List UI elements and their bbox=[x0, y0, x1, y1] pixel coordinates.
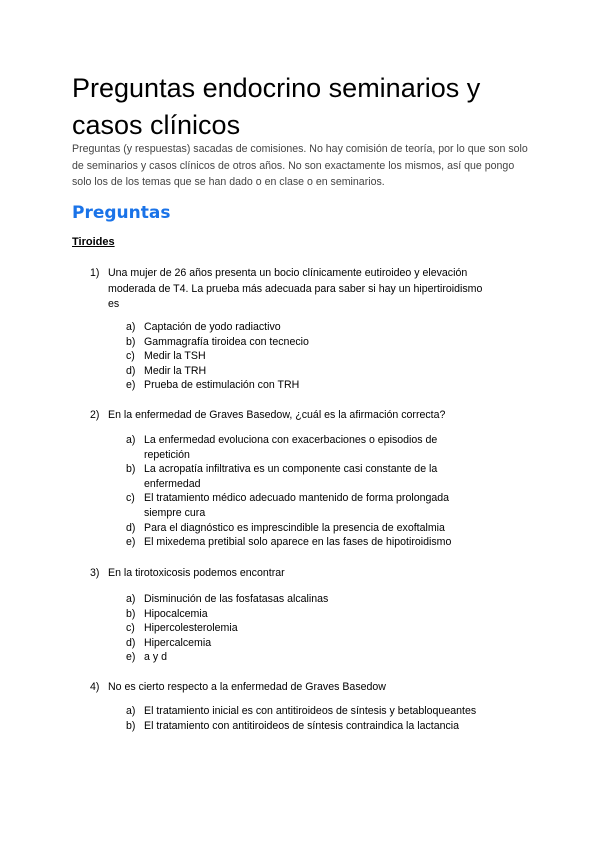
option-letter: c) bbox=[126, 350, 135, 363]
option-letter: e) bbox=[126, 651, 136, 664]
option-item bbox=[126, 719, 486, 734]
option-letter: e) bbox=[126, 536, 136, 549]
option-text: Disminución de las fosfatasas alcalinas bbox=[144, 593, 329, 605]
option-item bbox=[126, 349, 486, 364]
option-item bbox=[126, 621, 486, 636]
question-number: 1) bbox=[90, 267, 100, 279]
option-text: El mixedema pretibial solo aparece en las fases de hipotiroidismo bbox=[144, 536, 452, 549]
question-1 bbox=[90, 266, 490, 313]
option-item bbox=[126, 462, 486, 491]
option-item bbox=[126, 650, 486, 665]
question-text: No es cierto respecto a la enfermedad de Graves Basedow bbox=[108, 681, 386, 693]
option-text: Medir la TRH bbox=[144, 364, 207, 377]
question-text: En la tirotoxicosis podemos encontrar bbox=[108, 567, 285, 579]
option-text: Hipocalcemia bbox=[144, 607, 208, 620]
option-text: Captación de yodo radiactivo bbox=[144, 321, 281, 333]
option-item bbox=[126, 592, 486, 607]
option-text: El tratamiento inicial es con antitiroideos de síntesis y betabloqueantes bbox=[144, 705, 477, 717]
option-letter: b) bbox=[126, 335, 136, 348]
option-letter: a) bbox=[126, 321, 136, 333]
subheading-tiroides: Tiroides bbox=[72, 236, 115, 248]
option-item bbox=[126, 335, 486, 350]
question-number: 2) bbox=[90, 409, 100, 421]
option-letter: b) bbox=[126, 719, 136, 732]
option-text: Gammagrafía tiroidea con tecnecio bbox=[144, 335, 309, 348]
page-title: Preguntas endocrino seminarios y casos clínicos bbox=[72, 73, 481, 140]
option-letter: a) bbox=[126, 593, 136, 605]
option-item bbox=[126, 607, 486, 622]
options-list-3 bbox=[126, 592, 486, 665]
question-text: En la enfermedad de Graves Basedow, ¿cuál es la afirmación correcta? bbox=[108, 409, 446, 421]
option-item bbox=[126, 636, 486, 651]
question-number: 3) bbox=[90, 567, 100, 579]
option-text: La acropatía infiltrativa es un componente casi constante de la enfermedad bbox=[144, 463, 438, 490]
option-item bbox=[126, 521, 486, 536]
question-3 bbox=[90, 566, 490, 582]
option-text: Para el diagnóstico es imprescindible la presencia de exoftalmia bbox=[144, 521, 445, 534]
option-letter: a) bbox=[126, 705, 136, 717]
option-item bbox=[126, 535, 486, 550]
option-text: a y d bbox=[144, 651, 167, 664]
option-text: Prueba de estimulación con TRH bbox=[144, 379, 300, 392]
question-text: Una mujer de 26 años presenta un bocio clínicamente eutiroideo y elevación moderada de T4. La prueba más adecuada para saber si hay un hipertiroidismo es bbox=[108, 267, 483, 310]
option-text: Hipercalcemia bbox=[144, 636, 212, 649]
option-text: Medir la TSH bbox=[144, 350, 206, 363]
option-letter: d) bbox=[126, 521, 136, 534]
option-item bbox=[126, 704, 486, 719]
option-item bbox=[126, 320, 486, 335]
options-list-1 bbox=[126, 320, 486, 393]
option-letter: a) bbox=[126, 434, 136, 446]
options-list-4 bbox=[126, 704, 486, 733]
options-list-2 bbox=[126, 433, 486, 550]
option-letter: e) bbox=[126, 379, 136, 392]
option-letter: d) bbox=[126, 364, 136, 377]
question-number: 4) bbox=[90, 681, 100, 693]
option-text: El tratamiento con antitiroideos de síntesis contraindica la lactancia bbox=[144, 719, 460, 732]
option-item bbox=[126, 378, 486, 393]
intro-paragraph: Preguntas (y respuestas) sacadas de comisiones. No hay comisión de teoría, por lo que son solo de seminarios y casos clínicos de otros años. No son exactamente los mismos, así que pongo solo los de los temas que se han dado o en clase o en seminarios. bbox=[72, 143, 528, 188]
option-letter: d) bbox=[126, 636, 136, 649]
option-letter: c) bbox=[126, 622, 135, 635]
option-item bbox=[126, 364, 486, 379]
section-heading: Preguntas bbox=[72, 203, 171, 223]
option-letter: c) bbox=[126, 492, 135, 505]
question-4 bbox=[90, 680, 490, 696]
option-item bbox=[126, 433, 486, 462]
option-letter: b) bbox=[126, 463, 136, 476]
option-item bbox=[126, 491, 486, 520]
option-text: Hipercolesterolemia bbox=[144, 622, 238, 635]
option-text: El tratamiento médico adecuado mantenido de forma prolongada siempre cura bbox=[144, 492, 450, 519]
option-text: La enfermedad evoluciona con exacerbaciones o episodios de repetición bbox=[144, 434, 438, 461]
question-2 bbox=[90, 408, 490, 424]
option-letter: b) bbox=[126, 607, 136, 620]
